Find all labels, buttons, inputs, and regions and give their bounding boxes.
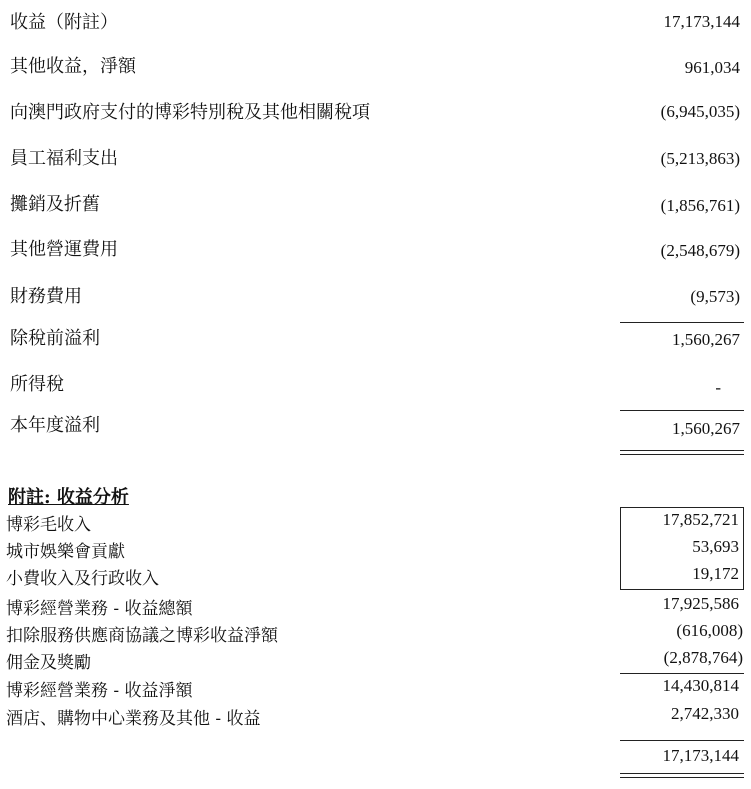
note-row-gaming-net bbox=[0, 676, 751, 701]
subtotal-rule bbox=[620, 740, 744, 741]
note-row-service-deduction bbox=[0, 621, 751, 646]
note-label: 扣除服務供應商協議之博彩收益淨額 bbox=[6, 626, 278, 646]
row-value: 17,173,144 bbox=[663, 12, 740, 31]
note-label: 佣金及獎勵 bbox=[6, 653, 91, 673]
total-double-rule bbox=[620, 450, 744, 455]
row-value: 961,034 bbox=[684, 58, 740, 77]
note-row-club-contribution bbox=[0, 537, 751, 562]
note-row-hotel-mall bbox=[0, 704, 751, 729]
note-value: 17,852,721 bbox=[662, 510, 739, 529]
row-label: 向澳門政府支付的博彩特別稅及其他相關稅項 bbox=[10, 102, 370, 123]
statement-row-gaming-tax bbox=[0, 98, 751, 122]
row-label: 除稅前溢利 bbox=[10, 328, 100, 349]
row-label: 所得稅 bbox=[10, 374, 64, 395]
note-value: 53,693 bbox=[692, 537, 739, 556]
row-value: (6,945,035) bbox=[660, 102, 740, 121]
note-row-commission bbox=[0, 648, 751, 673]
statement-row-finance-costs bbox=[0, 282, 751, 306]
row-value: - bbox=[715, 378, 721, 397]
note-row-tips-admin bbox=[0, 564, 751, 589]
subtotal-rule bbox=[620, 322, 744, 323]
statement-row-employee-benefits bbox=[0, 144, 751, 168]
note-label: 博彩經營業務 - 收益總額 bbox=[6, 599, 193, 619]
row-label: 其他營運費用 bbox=[10, 239, 118, 260]
row-value: (5,213,863) bbox=[660, 149, 740, 168]
note-value: (616,008) bbox=[676, 621, 743, 640]
note-value: 17,925,586 bbox=[662, 594, 739, 613]
statement-row-amortisation bbox=[0, 190, 751, 214]
note-title: 附註: 收益分析 bbox=[8, 487, 129, 508]
statement-row-profit-before-tax bbox=[0, 324, 751, 348]
note-row-gross-gaming bbox=[0, 510, 751, 535]
note-value: 14,430,814 bbox=[662, 676, 739, 695]
note-value: 2,742,330 bbox=[671, 704, 739, 723]
note-value: 19,172 bbox=[692, 564, 739, 583]
row-label: 本年度溢利 bbox=[10, 415, 100, 436]
note-label: 城市娛樂會貢獻 bbox=[6, 542, 125, 562]
row-label: 其他收益，淨額 bbox=[10, 56, 136, 77]
row-value: 1,560,267 bbox=[672, 330, 740, 349]
note-label: 小費收入及行政收入 bbox=[6, 569, 159, 589]
statement-row-income-tax bbox=[0, 370, 751, 397]
row-label: 財務費用 bbox=[10, 286, 82, 307]
statement-row-other-income bbox=[0, 52, 751, 76]
note-label: 博彩毛收入 bbox=[6, 515, 91, 535]
row-value: (9,573) bbox=[690, 287, 740, 306]
row-value: (1,856,761) bbox=[660, 196, 740, 215]
row-label: 攤銷及折舊 bbox=[10, 194, 100, 215]
subtotal-rule bbox=[620, 673, 744, 674]
note-row-total bbox=[0, 746, 751, 768]
note-total-value: 17,173,144 bbox=[662, 746, 739, 765]
note-row-gaming-total bbox=[0, 594, 751, 619]
total-double-rule bbox=[620, 773, 744, 778]
row-value: 1,560,267 bbox=[672, 419, 740, 438]
row-value: (2,548,679) bbox=[660, 241, 740, 260]
note-label: 博彩經營業務 - 收益淨額 bbox=[6, 681, 193, 701]
statement-row-profit-for-year bbox=[0, 411, 751, 438]
note-value: (2,878,764) bbox=[663, 648, 743, 667]
note-label: 酒店、購物中心業務及其他 - 收益 bbox=[6, 709, 261, 729]
statement-row-revenue bbox=[0, 8, 751, 32]
row-label: 員工福利支出 bbox=[10, 148, 118, 169]
row-label: 收益（附註） bbox=[10, 12, 118, 33]
statement-row-other-operating bbox=[0, 235, 751, 259]
